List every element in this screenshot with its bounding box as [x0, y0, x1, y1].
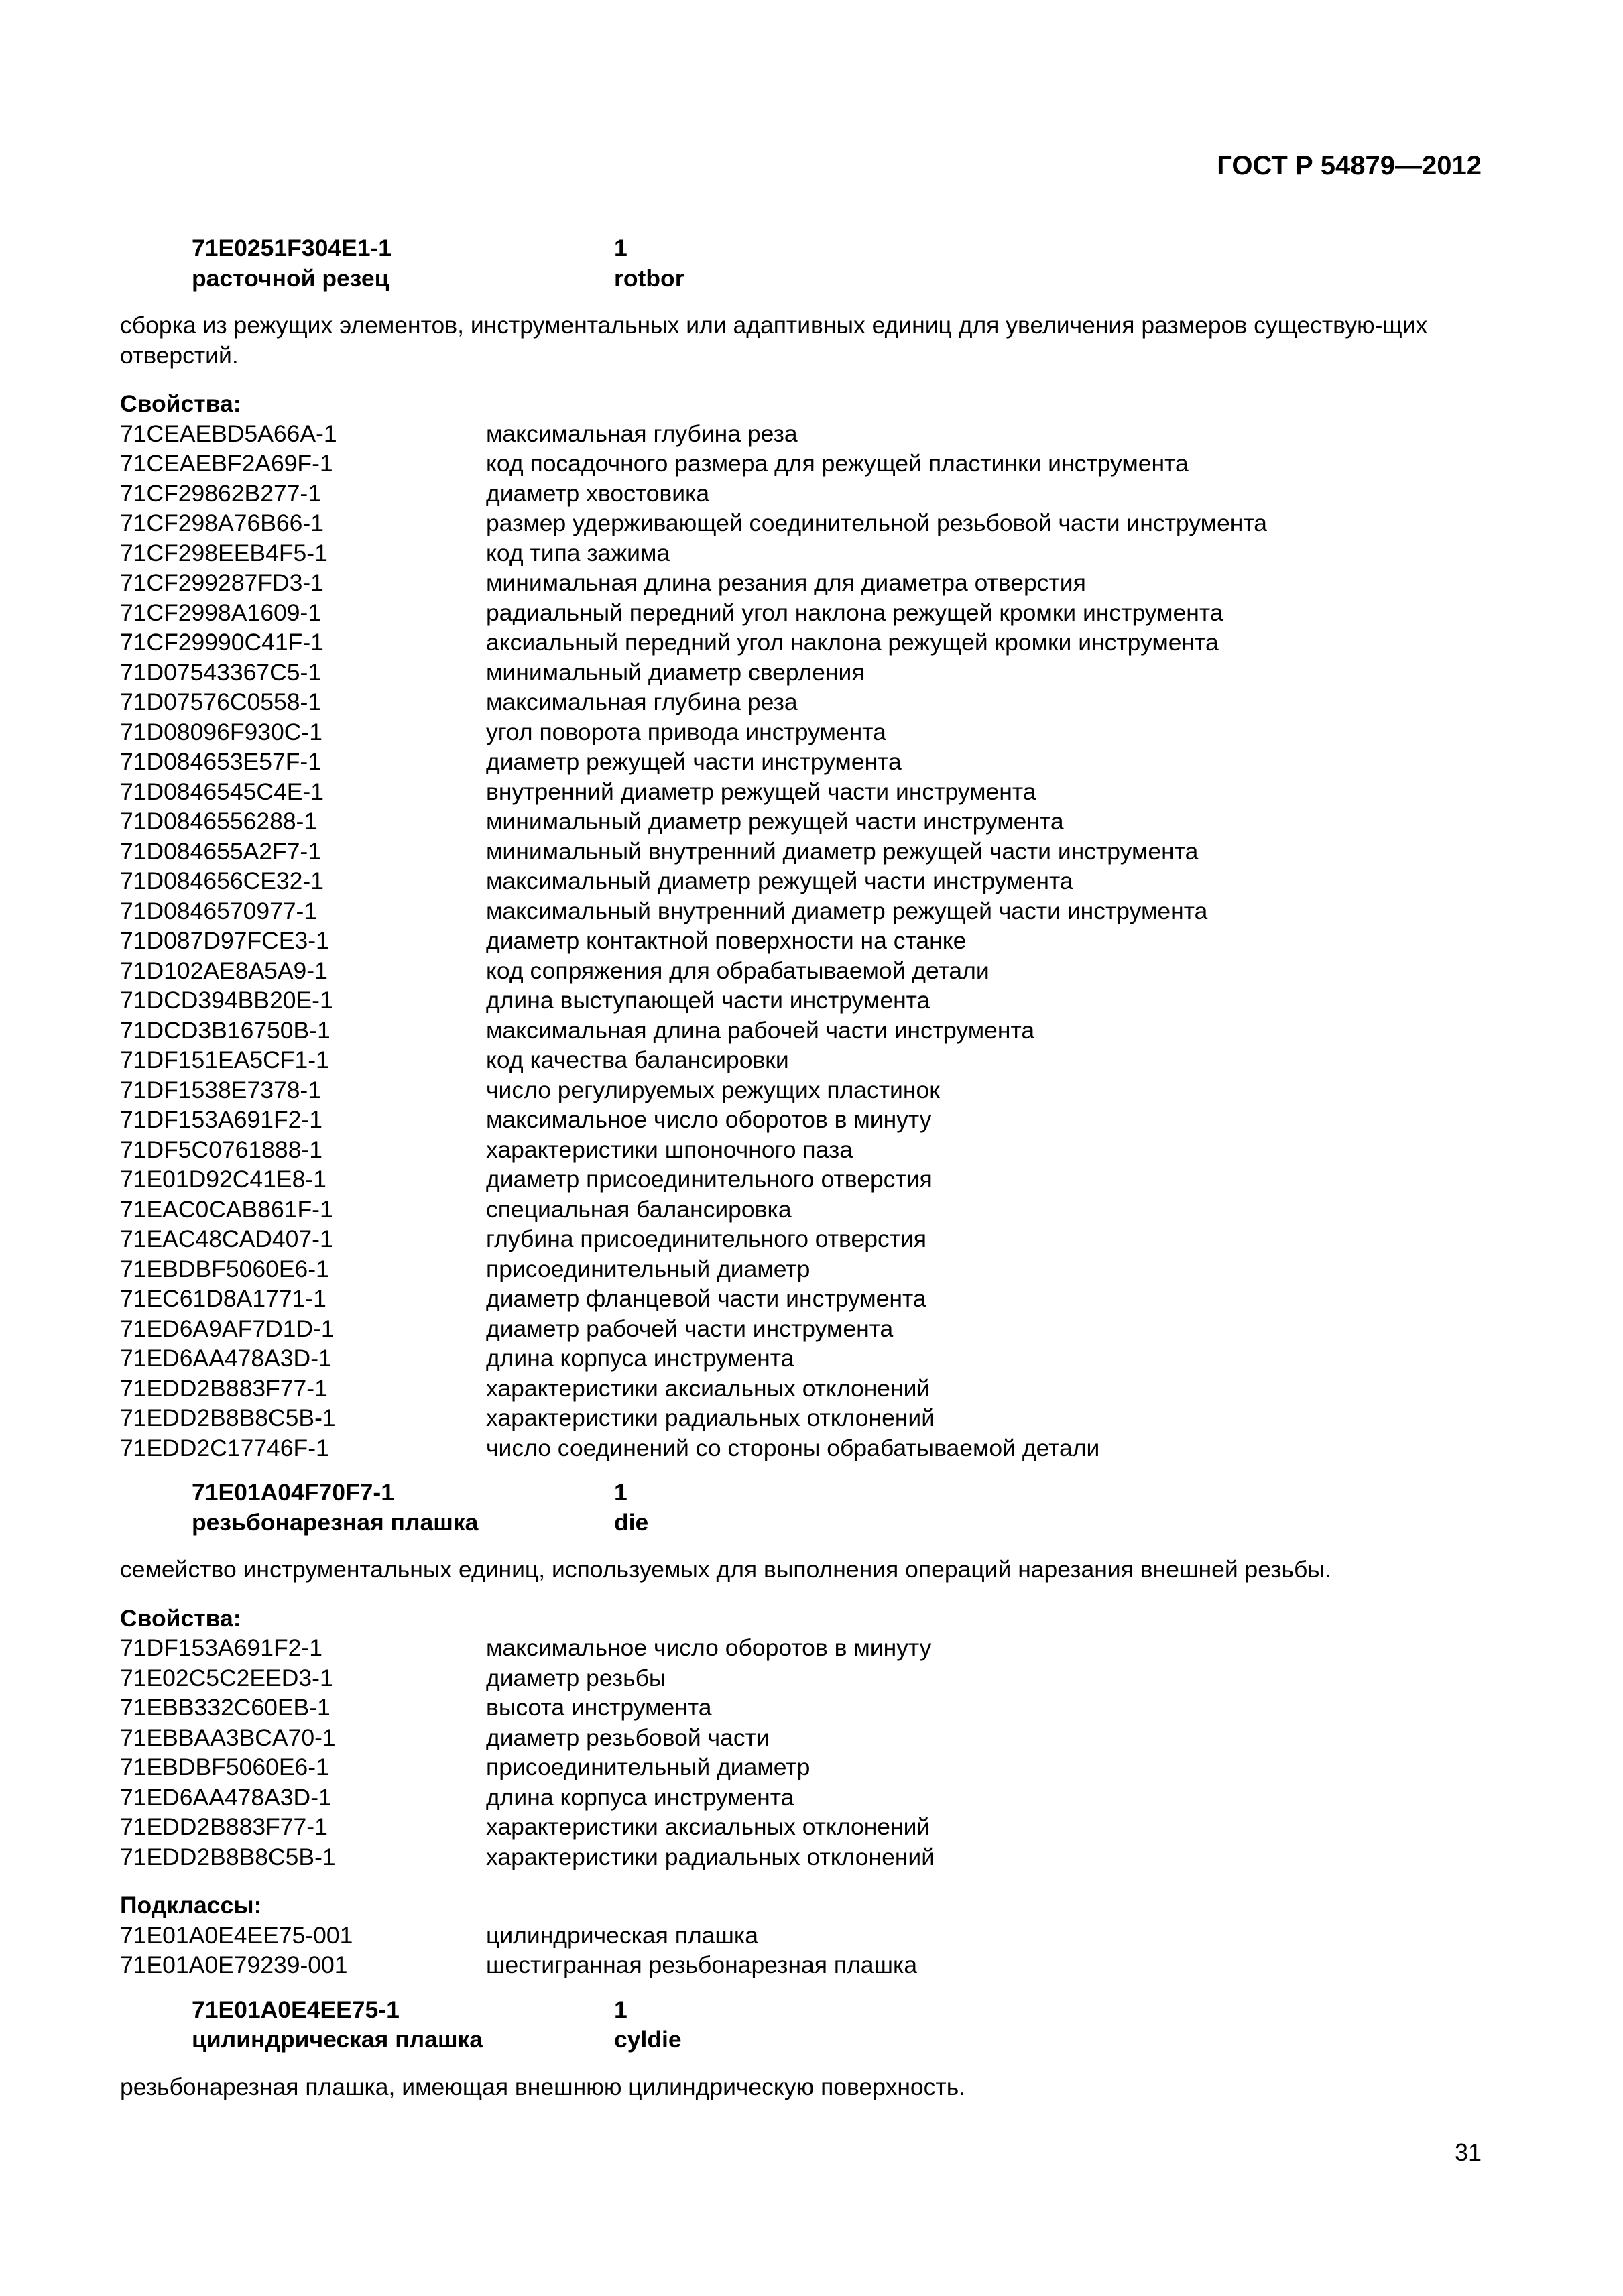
property-row: [120, 1374, 1482, 1404]
entry-version: 1: [614, 235, 627, 261]
property-row: [120, 1433, 1482, 1463]
item-code: 71EAC48CAD407-1: [120, 1225, 333, 1252]
property-row: [120, 926, 1482, 956]
subclass-row: [120, 1950, 1482, 1980]
item-code: 71D084655A2F7-1: [120, 837, 321, 865]
item-code: 71EBB332C60EB-1: [120, 1694, 330, 1721]
item-code: 71CF29990C41F-1: [120, 629, 324, 656]
entry-code: 71E01A04F70F7-1: [192, 1479, 394, 1506]
item-description: диаметр хвостовика: [486, 479, 710, 507]
item-description: минимальный диаметр сверления: [486, 658, 865, 686]
property-row: [120, 1812, 1482, 1842]
property-row: [120, 747, 1482, 777]
item-code: 71CF29862B277-1: [120, 479, 321, 507]
item-code: 71D07576C0558-1: [120, 688, 322, 715]
item-code: 71E02C5C2EED3-1: [120, 1664, 333, 1691]
entry-definition: сборка из режущих элементов, инструментальных или адаптивных единиц для увеличения размеров существую-щих отверстий.: [120, 312, 1428, 369]
item-code: 71DF153A691F2-1: [120, 1106, 322, 1133]
subclass-row: [120, 1921, 1482, 1951]
item-code: 71EBDBF5060E6-1: [120, 1255, 329, 1282]
item-description: диаметр резьбы: [486, 1664, 666, 1691]
item-code: 71EDD2B883F77-1: [120, 1374, 328, 1402]
item-description: минимальный диаметр режущей части инструмента: [486, 808, 1064, 835]
item-description: минимальный внутренний диаметр режущей части инструмента: [486, 837, 1199, 865]
entry-die: [120, 1477, 1482, 1980]
item-code: 71D102AE8A5A9-1: [120, 957, 328, 984]
item-code: 71DCD3B16750B-1: [120, 1016, 330, 1044]
item-description: характеристики аксиальных отклонений: [486, 1374, 930, 1402]
item-code: 71D0846570977-1: [120, 897, 318, 924]
item-code: 71CF298EEB4F5-1: [120, 539, 328, 566]
property-row: [120, 1254, 1482, 1284]
item-description: максимальное число оборотов в минуту: [486, 1106, 932, 1133]
item-code: 71EBBAA3BCA70-1: [120, 1724, 336, 1751]
item-code: 71ED6AA478A3D-1: [120, 1345, 332, 1372]
property-row: [120, 837, 1482, 867]
property-row: [120, 1284, 1482, 1314]
item-code: 71CEAEBF2A69F-1: [120, 450, 333, 477]
item-description: длина выступающей части инструмента: [486, 987, 930, 1014]
item-description: максимальная глубина реза: [486, 688, 798, 715]
property-row: [120, 1403, 1482, 1433]
property-row: [120, 687, 1482, 717]
item-description: максимальный диаметр режущей части инструмента: [486, 867, 1073, 894]
item-code: 71CF298A76B66-1: [120, 509, 324, 536]
item-code: 71EC61D8A1771-1: [120, 1285, 326, 1312]
property-row: [120, 1752, 1482, 1783]
entry-name-ru: резьбонарезная плашка: [192, 1508, 479, 1536]
properties-label: Свойства:: [120, 1604, 241, 1632]
item-description: цилиндрическая плашка: [486, 1921, 758, 1949]
item-code: 71D084656CE32-1: [120, 867, 324, 894]
entry-code: 71E01A0E4EE75-1: [192, 1996, 400, 2023]
item-code: 71EDD2C17746F-1: [120, 1434, 329, 1461]
property-row: [120, 1343, 1482, 1374]
item-description: шестигранная резьбонарезная плашка: [486, 1951, 918, 1978]
entry-name-en: rotbor: [614, 264, 684, 292]
entry-name-en: die: [614, 1508, 649, 1536]
entry-definition: семейство инструментальных единиц, используемых для выполнения операций нарезания внешней резьбы.: [120, 1556, 1331, 1583]
item-code: 71D084653E57F-1: [120, 748, 321, 775]
item-code: 71DF153A691F2-1: [120, 1634, 322, 1661]
entry-cyldie: [120, 1995, 1482, 2102]
item-description: характеристики аксиальных отклонений: [486, 1813, 930, 1840]
item-description: аксиальный передний угол наклона режущей кромки инструмента: [486, 629, 1219, 656]
item-description: угол поворота привода инструмента: [486, 718, 886, 745]
property-row: [120, 1135, 1482, 1165]
item-code: 71E01D92C41E8-1: [120, 1166, 326, 1193]
item-description: присоединительный диаметр: [486, 1255, 810, 1282]
property-row: [120, 568, 1482, 598]
item-description: характеристики радиальных отклонений: [486, 1404, 935, 1431]
item-description: диаметр рабочей части инструмента: [486, 1315, 894, 1342]
standard-designation: ГОСТ Р 54879—2012: [1217, 151, 1482, 180]
property-row: [120, 1075, 1482, 1105]
item-code: 71E01A0E4EE75-001: [120, 1921, 353, 1949]
property-row: [120, 866, 1482, 896]
entry-name-en: cyldie: [614, 2026, 682, 2053]
property-row: [120, 1195, 1482, 1225]
item-code: 71D0846556288-1: [120, 808, 318, 835]
item-description: внутренний диаметр режущей части инструмента: [486, 778, 1036, 805]
entry-header: [192, 233, 1482, 293]
item-description: характеристики радиальных отклонений: [486, 1843, 935, 1870]
entry-header: [192, 1477, 1482, 1537]
page-number: 31: [1454, 2138, 1482, 2166]
entry-rotbor: [120, 233, 1482, 1463]
item-description: высота инструмента: [486, 1694, 712, 1721]
property-row: [120, 1693, 1482, 1723]
property-row: [120, 1783, 1482, 1813]
property-row: [120, 717, 1482, 747]
item-description: диаметр контактной поверхности на станке: [486, 927, 967, 954]
property-row: [120, 598, 1482, 628]
property-row: [120, 538, 1482, 568]
item-description: максимальная длина рабочей части инструмента: [486, 1016, 1035, 1044]
properties-label: Свойства:: [120, 390, 241, 417]
property-row: [120, 777, 1482, 807]
item-code: 71ED6AA478A3D-1: [120, 1783, 332, 1811]
entry-version: 1: [614, 1479, 627, 1506]
item-code: 71EDD2B8B8C5B-1: [120, 1404, 336, 1431]
item-code: 71ED6A9AF7D1D-1: [120, 1315, 335, 1342]
properties-list: [120, 419, 1482, 1463]
item-code: 71CF2998A1609-1: [120, 599, 321, 626]
properties-list: [120, 1633, 1482, 1872]
property-row: [120, 1633, 1482, 1663]
item-description: характеристики шпоночного паза: [486, 1136, 853, 1163]
subclasses-list: [120, 1921, 1482, 1980]
property-row: [120, 1842, 1482, 1872]
property-row: [120, 419, 1482, 449]
item-code: 71D0846545C4E-1: [120, 778, 324, 805]
property-row: [120, 1164, 1482, 1195]
property-row: [120, 479, 1482, 509]
property-row: [120, 658, 1482, 688]
subclasses-label: Подклассы:: [120, 1892, 262, 1919]
item-description: диаметр резьбовой части: [486, 1724, 770, 1751]
property-row: [120, 956, 1482, 986]
item-description: число соединений со стороны обрабатываемой детали: [486, 1434, 1100, 1461]
property-row: [120, 1314, 1482, 1344]
item-description: диаметр режущей части инструмента: [486, 748, 902, 775]
item-description: длина корпуса инструмента: [486, 1345, 794, 1372]
item-code: 71E01A0E79239-001: [120, 1951, 348, 1978]
item-code: 71D087D97FCE3-1: [120, 927, 329, 954]
item-description: глубина присоединительного отверстия: [486, 1225, 927, 1252]
item-code: 71D08096F930C-1: [120, 718, 322, 745]
property-row: [120, 1663, 1482, 1693]
item-code: 71DF5C0761888-1: [120, 1136, 322, 1163]
item-description: минимальная длина резания для диаметра отверстия: [486, 569, 1086, 596]
item-description: размер удерживающей соединительной резьбовой части инструмента: [486, 509, 1267, 536]
entry-header: [192, 1995, 1482, 2055]
item-code: 71DF151EA5CF1-1: [120, 1046, 329, 1073]
property-row: [120, 1105, 1482, 1135]
property-row: [120, 1045, 1482, 1075]
item-description: максимальный внутренний диаметр режущей части инструмента: [486, 897, 1208, 924]
page-content: [120, 233, 1482, 2102]
entry-definition: резьбонарезная плашка, имеющая внешнюю цилиндрическую поверхность.: [120, 2073, 966, 2100]
property-row: [120, 627, 1482, 658]
item-code: 71EBDBF5060E6-1: [120, 1754, 329, 1780]
item-description: длина корпуса инструмента: [486, 1783, 794, 1811]
entry-name-ru: расточной резец: [192, 264, 389, 292]
item-description: присоединительный диаметр: [486, 1754, 810, 1780]
item-code: 71DCD394BB20E-1: [120, 987, 333, 1014]
item-code: 71EDD2B883F77-1: [120, 1813, 328, 1840]
item-description: код качества балансировки: [486, 1046, 789, 1073]
item-code: 71EAC0CAB861F-1: [120, 1195, 333, 1223]
item-description: специальная балансировка: [486, 1195, 792, 1223]
property-row: [120, 508, 1482, 538]
item-code: 71CF299287FD3-1: [120, 569, 324, 596]
item-description: код типа зажима: [486, 539, 670, 566]
item-description: максимальная глубина реза: [486, 420, 798, 447]
item-description: диаметр присоединительного отверстия: [486, 1166, 933, 1193]
item-description: число регулируемых режущих пластинок: [486, 1076, 940, 1103]
item-description: код посадочного размера для режущей пластинки инструмента: [486, 450, 1189, 477]
item-description: максимальное число оборотов в минуту: [486, 1634, 932, 1661]
item-description: радиальный передний угол наклона режущей кромки инструмента: [486, 599, 1223, 626]
item-code: 71DF1538E7378-1: [120, 1076, 321, 1103]
property-row: [120, 1016, 1482, 1046]
item-description: код сопряжения для обрабатываемой детали: [486, 957, 989, 984]
item-code: 71CEAEBD5A66A-1: [120, 420, 337, 447]
property-row: [120, 448, 1482, 479]
property-row: [120, 1224, 1482, 1254]
entry-name-ru: цилиндрическая плашка: [192, 2026, 483, 2053]
item-code: 71EDD2B8B8C5B-1: [120, 1843, 336, 1870]
property-row: [120, 896, 1482, 926]
item-code: 71D07543367C5-1: [120, 658, 322, 686]
entry-version: 1: [614, 1996, 627, 2023]
entry-code: 71E0251F304E1-1: [192, 235, 392, 261]
property-row: [120, 1723, 1482, 1753]
property-row: [120, 806, 1482, 837]
item-description: диаметр фланцевой части инструмента: [486, 1285, 926, 1312]
property-row: [120, 985, 1482, 1016]
